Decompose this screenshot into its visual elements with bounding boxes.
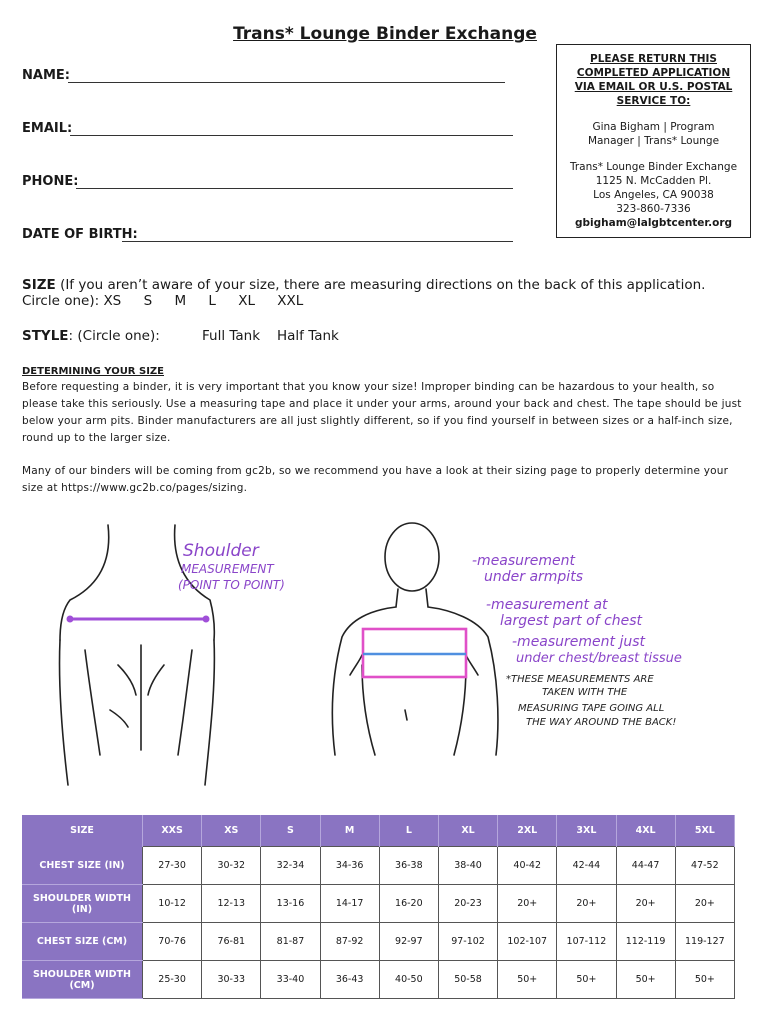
shoulder-point-left bbox=[67, 616, 74, 623]
shoulder-label: Shoulder bbox=[183, 541, 259, 561]
table-cell: 107-112 bbox=[557, 923, 616, 961]
table-header-cell: XL bbox=[438, 815, 497, 847]
table-cell: 34-36 bbox=[320, 847, 379, 885]
dob-label: DATE OF BIRTH: bbox=[22, 227, 138, 242]
table-cell: 38-40 bbox=[438, 847, 497, 885]
table-header-cell: S bbox=[261, 815, 320, 847]
table-cell: 20+ bbox=[498, 885, 557, 923]
table-header-cell: XS bbox=[202, 815, 261, 847]
name-field[interactable] bbox=[68, 82, 505, 83]
table-row bbox=[22, 847, 735, 885]
table-row bbox=[22, 961, 735, 999]
contact-line: Manager | Trans* Lounge bbox=[587, 135, 720, 147]
page-title: Trans* Lounge Binder Exchange bbox=[233, 24, 537, 44]
phone-field[interactable] bbox=[76, 188, 513, 189]
size-option-xxl[interactable]: XXL bbox=[277, 293, 304, 309]
table-cell: 70-76 bbox=[143, 923, 202, 961]
return-heading: PLEASE RETURN THIS COMPLETED APPLICATION VIA EMAIL OR U.S. POSTAL SERVICE TO: bbox=[574, 53, 733, 107]
table-cell: 36-38 bbox=[379, 847, 438, 885]
table-cell: 76-81 bbox=[202, 923, 261, 961]
table-header-cell: M bbox=[320, 815, 379, 847]
table-header-cell: 4XL bbox=[616, 815, 675, 847]
table-header-cell: XXS bbox=[143, 815, 202, 847]
shoulder-point-right bbox=[203, 616, 210, 623]
row-label: CHEST SIZE (IN) bbox=[22, 847, 143, 885]
gc2b-paragraph: Many of our binders will be coming from gc2b, so we recommend you have a look at their sizing page to properly determine your size at https://www.gc2b.co/pages/sizing. bbox=[22, 465, 729, 494]
table-cell: 81-87 bbox=[261, 923, 320, 961]
sizing-paragraph: Before requesting a binder, it is very important that you know your size! Improper binding can be hazardous to your health, so please take this seriously. Use a measuring tape and place it under your arms, around your back and chest. The tape should be just below your arm pits. Binder manufacturers are all just slightly different, so if you find yourself in between sizes or a half-inch size, round up to the larger size. bbox=[22, 381, 742, 444]
measurement-sketch bbox=[0, 515, 770, 805]
table-cell: 112-119 bbox=[616, 923, 675, 961]
table-header-row bbox=[22, 815, 735, 847]
email-label: EMAIL: bbox=[22, 121, 73, 136]
table-cell: 92-97 bbox=[379, 923, 438, 961]
table-header-cell: 3XL bbox=[557, 815, 616, 847]
table-cell: 16-20 bbox=[379, 885, 438, 923]
table-row bbox=[22, 923, 735, 961]
armpit-label: under armpits bbox=[484, 569, 583, 585]
table-cell: 13-16 bbox=[261, 885, 320, 923]
table-cell: 32-34 bbox=[261, 847, 320, 885]
style-option-full-tank[interactable]: Full Tank bbox=[202, 328, 261, 344]
table-cell: 102-107 bbox=[498, 923, 557, 961]
table-cell: 36-43 bbox=[320, 961, 379, 999]
table-cell: 42-44 bbox=[557, 847, 616, 885]
contact-line: Gina Bigham | Program bbox=[592, 121, 715, 133]
table-cell: 20+ bbox=[557, 885, 616, 923]
table-cell: 50+ bbox=[498, 961, 557, 999]
contact-email[interactable]: gbigham@lalgbtcenter.org bbox=[574, 217, 733, 229]
table-cell: 20+ bbox=[616, 885, 675, 923]
table-cell: 25-30 bbox=[143, 961, 202, 999]
table-cell: 47-52 bbox=[675, 847, 734, 885]
table-cell: 10-12 bbox=[143, 885, 202, 923]
size-option-m[interactable]: M bbox=[174, 293, 187, 309]
style-question: STYLE: (Circle one): bbox=[22, 328, 160, 344]
table-header-cell: SIZE bbox=[22, 815, 143, 847]
tape-note: THE WAY AROUND THE BACK! bbox=[526, 717, 677, 728]
table-cell: 97-102 bbox=[438, 923, 497, 961]
table-cell: 50-58 bbox=[438, 961, 497, 999]
address-line: Los Angeles, CA 90038 bbox=[593, 189, 714, 201]
address-line: Trans* Lounge Binder Exchange bbox=[569, 161, 738, 173]
table-cell: 27-30 bbox=[143, 847, 202, 885]
under-chest-label: -measurement just bbox=[512, 634, 646, 650]
size-label: SIZE bbox=[22, 277, 56, 293]
table-cell: 50+ bbox=[675, 961, 734, 999]
table-cell: 44-47 bbox=[616, 847, 675, 885]
size-instructions: (If you aren’t aware of your size, there are measuring directions on the back of this application. Circle one): bbox=[22, 277, 706, 309]
table-cell: 119-127 bbox=[675, 923, 734, 961]
email-field[interactable] bbox=[70, 135, 513, 136]
dob-field[interactable] bbox=[122, 241, 513, 242]
shoulder-label: (POINT TO POINT) bbox=[178, 578, 285, 592]
style-label: STYLE bbox=[22, 328, 69, 344]
tape-note: TAKEN WITH THE bbox=[542, 687, 628, 698]
determining-size-heading: DETERMINING YOUR SIZE bbox=[22, 366, 164, 377]
style-instructions: (Circle one): bbox=[77, 328, 160, 344]
table-cell: 40-42 bbox=[498, 847, 557, 885]
armpit-label: -measurement bbox=[472, 553, 576, 569]
row-label: CHEST SIZE (CM) bbox=[22, 923, 143, 961]
chest-label: largest part of chest bbox=[500, 613, 643, 629]
under-chest-label: under chest/breast tissue bbox=[516, 651, 682, 666]
address-line: 1125 N. McCadden Pl. bbox=[595, 175, 712, 187]
table-header-cell: 5XL bbox=[675, 815, 734, 847]
size-option-s[interactable]: S bbox=[143, 293, 153, 309]
size-option-xl[interactable]: XL bbox=[238, 293, 255, 309]
table-cell: 40-50 bbox=[379, 961, 438, 999]
table-cell: 50+ bbox=[557, 961, 616, 999]
name-label: NAME: bbox=[22, 68, 70, 83]
table-cell: 12-13 bbox=[202, 885, 261, 923]
table-cell: 87-92 bbox=[320, 923, 379, 961]
table-row bbox=[22, 885, 735, 923]
row-label: SHOULDER WIDTH (CM) bbox=[22, 961, 143, 999]
table-cell: 33-40 bbox=[261, 961, 320, 999]
size-option-l[interactable]: L bbox=[208, 293, 216, 309]
tape-note: MEASURING TAPE GOING ALL bbox=[518, 703, 665, 714]
table-cell: 50+ bbox=[616, 961, 675, 999]
contact-phone: 323-860-7336 bbox=[616, 203, 691, 215]
style-option-half-tank[interactable]: Half Tank bbox=[277, 328, 339, 344]
table-cell: 30-32 bbox=[202, 847, 261, 885]
chest-label: -measurement at bbox=[486, 597, 608, 613]
table-cell: 14-17 bbox=[320, 885, 379, 923]
table-cell: 30-33 bbox=[202, 961, 261, 999]
phone-label: PHONE: bbox=[22, 174, 79, 189]
return-address-box bbox=[556, 44, 751, 238]
table-header-cell: L bbox=[379, 815, 438, 847]
shoulder-label: MEASUREMENT bbox=[181, 562, 274, 576]
row-label: SHOULDER WIDTH (IN) bbox=[22, 885, 143, 923]
table-cell: 20+ bbox=[675, 885, 734, 923]
size-option-xs[interactable]: XS bbox=[103, 293, 122, 309]
size-question bbox=[22, 277, 742, 309]
table-cell: 20-23 bbox=[438, 885, 497, 923]
tape-note: *THESE MEASUREMENTS ARE bbox=[506, 674, 654, 685]
table-header-cell: 2XL bbox=[498, 815, 557, 847]
size-chart-table bbox=[22, 815, 735, 999]
